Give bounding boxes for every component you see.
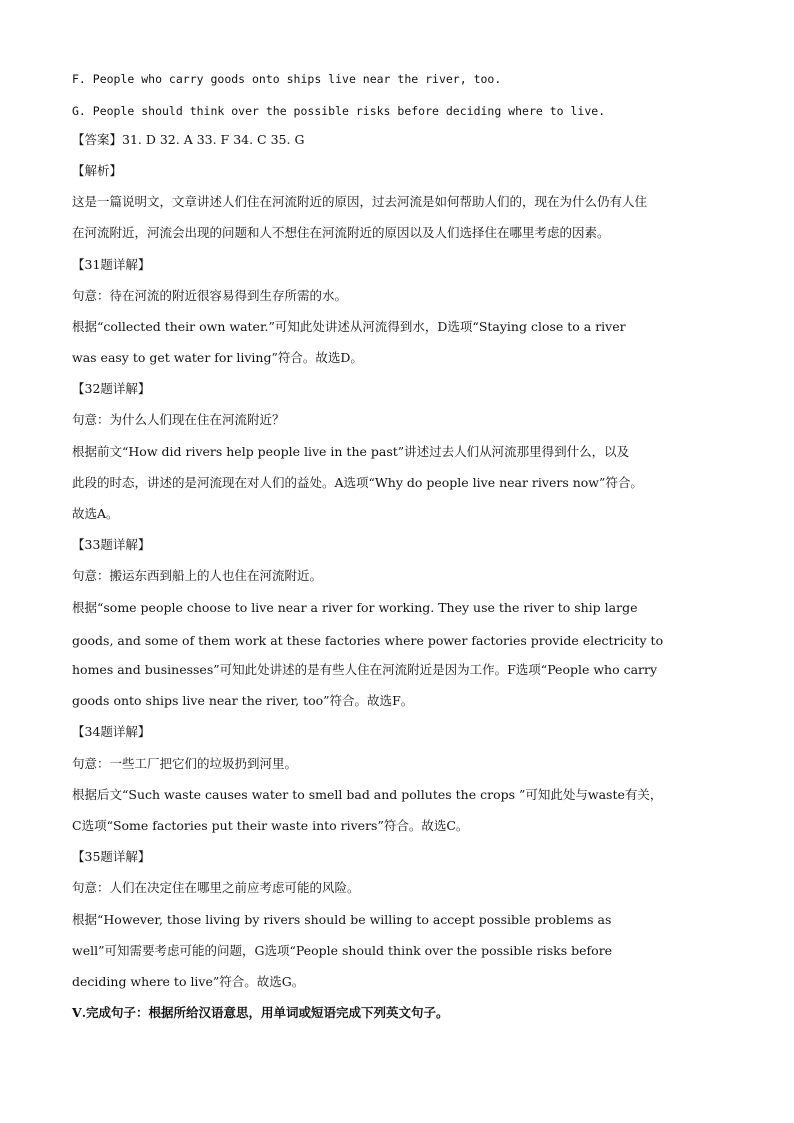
q31-reason-line-1: 根据“collected their own water.”可知此处讲述从河流得到水，D选项“Staying close to a river (72, 319, 626, 334)
q32-meaning: 句意：为什么人们现在住在河流附近？ (72, 412, 285, 427)
q32-heading: 【32题详解】 (72, 381, 151, 396)
q33-reason-line-4: goods onto ships live near the river, too”符合。故选F。 (72, 693, 414, 708)
q35-heading: 【35题详解】 (72, 849, 151, 864)
q31-reason-line-2: was easy to get water for living”符合。故选D。 (72, 350, 363, 365)
section-v-heading: Ⅴ.完成句子：根据所给汉语意思，用单词或短语完成下列英文句子。 (72, 1005, 449, 1020)
q33-meaning: 句意：搬运东西到船上的人也住在河流附近。 (72, 568, 323, 583)
analysis-heading: 【解析】 (72, 163, 123, 178)
q33-reason-line-3: homes and businesses”可知此处讲述的是有些人住在河流附近是因为工作。F选项“People who carry (72, 662, 658, 677)
q35-reason-line-2: well”可知需要考虑可能的问题，G选项“People should think over the possible risks before (72, 943, 613, 958)
option-f: F. People who carry goods onto ships live near the river, too. (72, 72, 502, 86)
q33-heading: 【33题详解】 (72, 537, 151, 552)
analysis-summary-line-1: 这是一篇说明文，文章讲述人们住在河流附近的原因，过去河流是如何帮助人们的，现在为什么仍有人住 (72, 194, 648, 209)
q32-reason-line-1: 根据前文“How did rivers help people live in the past”讲述过去人们从河流那里得到什么，以及 (72, 444, 630, 459)
q35-reason-line-3: deciding where to live”符合。故选G。 (72, 974, 305, 989)
q31-meaning: 句意：待在河流的附近很容易得到生存所需的水。 (72, 288, 348, 303)
answer-line: 【答案】31. D 32. A 33. F 34. C 35. G (72, 132, 305, 147)
q34-reason-line-2: C选项“Some factories put their waste into rivers”符合。故选C。 (72, 818, 469, 833)
q31-heading: 【31题详解】 (72, 257, 151, 272)
q34-meaning: 句意：一些工厂把它们的垃圾扔到河里。 (72, 756, 298, 771)
q34-reason-line-1: 根据后文“Such waste causes water to smell bad and pollutes the crops ”可知此处与waste有关， (72, 787, 663, 802)
q35-meaning: 句意：人们在决定住在哪里之前应考虑可能的风险。 (72, 880, 360, 895)
analysis-summary-line-2: 在河流附近，河流会出现的问题和人不想住在河流附近的原因以及人们选择住在哪里考虑的因素。 (72, 225, 610, 240)
q35-reason-line-1: 根据“However, those living by rivers should be willing to accept possible problems as (72, 912, 612, 927)
q32-reason-line-3: 故选A。 (72, 506, 119, 521)
q32-reason-line-2: 此段的时态，讲述的是河流现在对人们的益处。A选项“Why do people live near rivers now”符合。 (72, 475, 643, 490)
q33-reason-line-2: goods, and some of them work at these factories where power factories provide electricity to (72, 633, 664, 648)
q33-reason-line-1: 根据“some people choose to live near a river for working. They use the river to ship large (72, 600, 638, 615)
option-g: G. People should think over the possible risks before deciding where to live. (72, 104, 606, 118)
q34-heading: 【34题详解】 (72, 724, 151, 739)
